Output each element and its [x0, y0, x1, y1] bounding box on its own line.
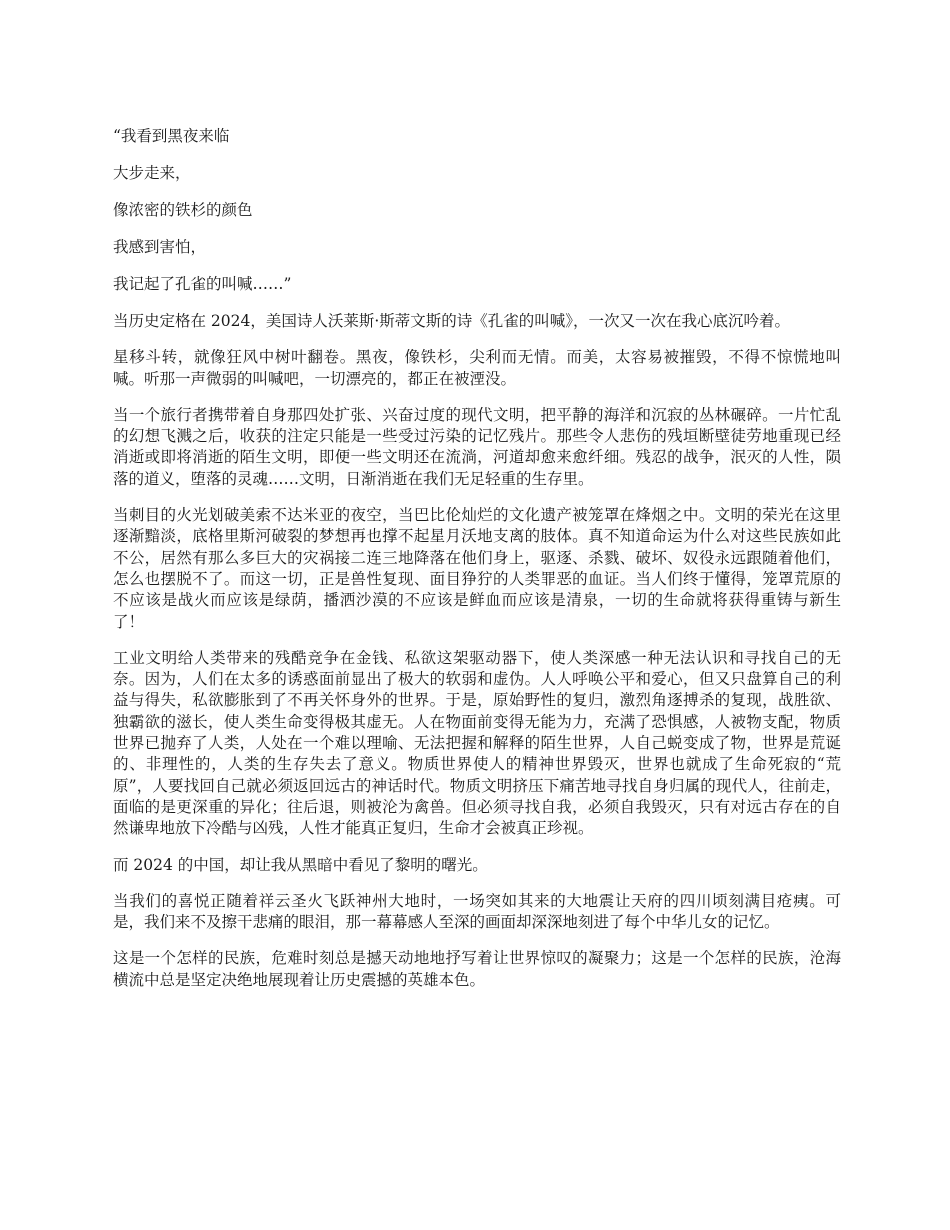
- paragraph: 工业文明给人类带来的残酷竞争在金钱、私欲这架驱动器下，使人类深感一种无法认识和寻找自己的无奈。因为，人们在太多的诱惑面前显出了极大的软弱和虚伪。人人呼唤公平和爱心，但又只盘算自己的利益与得失，私欲膨胀到了不再关怀身外的世界。于是，原始野性的复归，激烈角逐搏杀的复现，战胜欲、独霸欲的滋长，使人类生命变得极其虚无。人在物面前变得无能为力，充满了恐惧感，人被物支配，物质世界已抛弃了人类，人处在一个难以理喻、无法把握和解释的陌生世界，人自己蜕变成了物，世界是荒诞的、非理性的，人类的生存失去了意义。物质世界使人的精神世界毁灭，世界也就成了生命死寂的“荒原”，人要找回自己就必须返回远古的神话时代。物质文明挤压下痛苦地寻找自身归属的现代人，往前走，面临的是更深重的异化；往后退，则被沦为禽兽。但必须寻找自我，必须自我毁灭，只有对远古存在的自然谦卑地放下冷酷与凶残，人性才能真正复归，生命才会被真正珍视。: [113, 648, 841, 838]
- document-body: [113, 126, 841, 1006]
- paragraph: 星移斗转，就像狂风中树叶翻卷。黑夜，像铁杉，尖利而无情。而美，太容易被摧毁，不得不惊慌地叫喊。听那一声微弱的叫喊吧，一切漂亮的，都正在被湮没。: [113, 348, 841, 388]
- paragraph: 当刺目的火光划破美索不达米亚的夜空，当巴比伦灿烂的文化遗产被笼罩在烽烟之中。文明的荣光在这里逐渐黯淡，底格里斯河破裂的梦想再也撑不起星月沃地支离的肢体。真不知道命运为什么对这些民族如此不公，居然有那么多巨大的灾祸接二连三地降落在他们身上，驱逐、杀戮、破坏、奴役永远跟随着他们，怎么也摆脱不了。而这一切，正是兽性复现、面目狰狞的人类罪恶的血证。当人们终于懂得，笼罩荒原的不应该是战火而应该是绿荫，播洒沙漠的不应该是鲜血而应该是清泉，一切的生命就将获得重铸与新生了！: [113, 506, 841, 631]
- poem-line: 我记起了孔雀的叫喊……”: [113, 275, 292, 293]
- poem-line: 像浓密的铁杉的颜色: [113, 201, 253, 219]
- paragraph: 这是一个怎样的民族，危难时刻总是撼天动地地抒写着让世界惊叹的凝聚力；这是一个怎样的民族，沧海横流中总是坚定决绝地展现着让历史震撼的英雄本色。: [113, 949, 841, 989]
- paragraph: 当历史定格在 2024，美国诗人沃莱斯·斯蒂文斯的诗《孔雀的叫喊》，一次又一次在我心底沉吟着。: [113, 312, 791, 330]
- poem-line: “我看到黑夜来临: [113, 127, 230, 145]
- paragraph: 而 2024 的中国，却让我从黑暗中看见了黎明的曙光。: [113, 855, 488, 874]
- paragraph: 当我们的喜悦正随着祥云圣火飞跃神州大地时，一场突如其来的大地震让天府的四川顷刻满目疮痍。可是，我们来不及擦干悲痛的眼泪，那一幕幕感人至深的画面却深深地刻进了每个中华儿女的记忆。: [113, 891, 841, 932]
- poem-line: 我感到害怕，: [113, 238, 207, 256]
- paragraph: 当一个旅行者携带着自身那四处扩张、兴奋过度的现代文明，把平静的海洋和沉寂的丛林碾碎。一片忙乱的幻想飞溅之后，收获的注定只能是一些受过污染的记忆残片。那些令人悲伤的残垣断壁徒劳地重现已经消逝或即将消逝的陌生文明，即便一些文明还在流淌，河道却愈来愈纤细。残忍的战争，泯灭的人性，陨落的道义，堕落的灵魂……文明，日渐消逝在我们无足轻重的生存里。: [113, 405, 841, 488]
- poem-line: 大步走来，: [113, 164, 191, 182]
